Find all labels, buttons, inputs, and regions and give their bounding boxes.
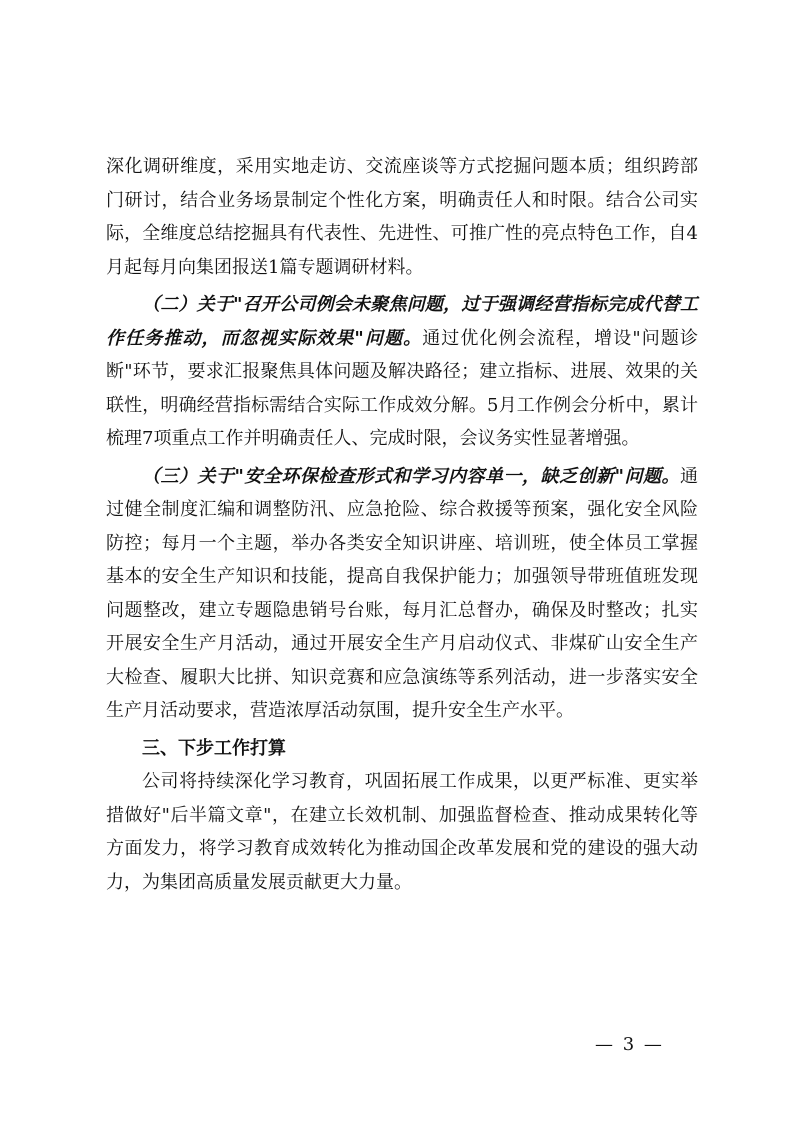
item-2-paragraph xyxy=(106,288,698,456)
item-3-body: 通过健全制度汇编和调整防汛、应急抢险、综合救援等预案，强化安全风险防控；每月一个主题，举办各类安全知识讲座、培训班，使全体员工掌握基本的安全生产知识和技能，提高自我保护能力；加强领导带班值班发现问题整改，建立专题隐患销号台账，每月汇总督办，确保及时整改；扎实开展安全生产月活动，通过开展安全生产月启动仪式、非煤矿山安全生产大检查、履职大比拼、知识竞赛和应急演练等系列活动，进一步落实安全生产月活动要求，营造浓厚活动氛围，提升安全生产水平。 xyxy=(106,465,698,721)
item-2-body: 通过优化例会流程，增设"问题诊断"环节，要求汇报聚焦具体问题及解决路径；建立指标、进展、效果的关联性，明确经营指标需结合实际工作成效分解。5月工作例会分析中，累计梳理7项重点工作并明确责任人、完成时限，会议务实性显著增强。 xyxy=(106,327,698,449)
section-3-heading: 三、下步工作打算 xyxy=(142,737,286,759)
paragraph-research-text: 深化调研维度，采用实地走访、交流座谈等方式挖掘问题本质；组织跨部门研讨，结合业务场景制定个性化方案，明确责任人和时限。结合公司实际，全维度总结挖掘具有代表性、先进性、可推广性的亮点特色工作，自4月起每月向集团报送1篇专题调研材料。 xyxy=(106,156,698,278)
paragraph-research xyxy=(106,150,698,284)
item-3-paragraph xyxy=(106,460,698,728)
item-3-lead: （三）关于"安全环保检查形式和学习内容单一，缺乏创新"问题。 xyxy=(142,465,680,487)
section-3-paragraph xyxy=(106,765,698,899)
item-2-lead: （二）关于"召开公司例会未聚焦问题，过于强调经营指标完成代替工作任务推动，而忽视实际效果"问题。 xyxy=(106,294,698,349)
section-3-body: 公司将持续深化学习教育，巩固拓展工作成果，以更严标准、更实举措做好"后半篇文章"，在建立长效机制、加强监督检查、推动成果转化等方面发力，将学习教育成效转化为推动国企改革发展和党的建设的强大动力，为集团高质量发展贡献更大力量。 xyxy=(106,771,698,893)
document-body xyxy=(106,150,698,899)
page-number: — 3 — xyxy=(595,1034,664,1055)
